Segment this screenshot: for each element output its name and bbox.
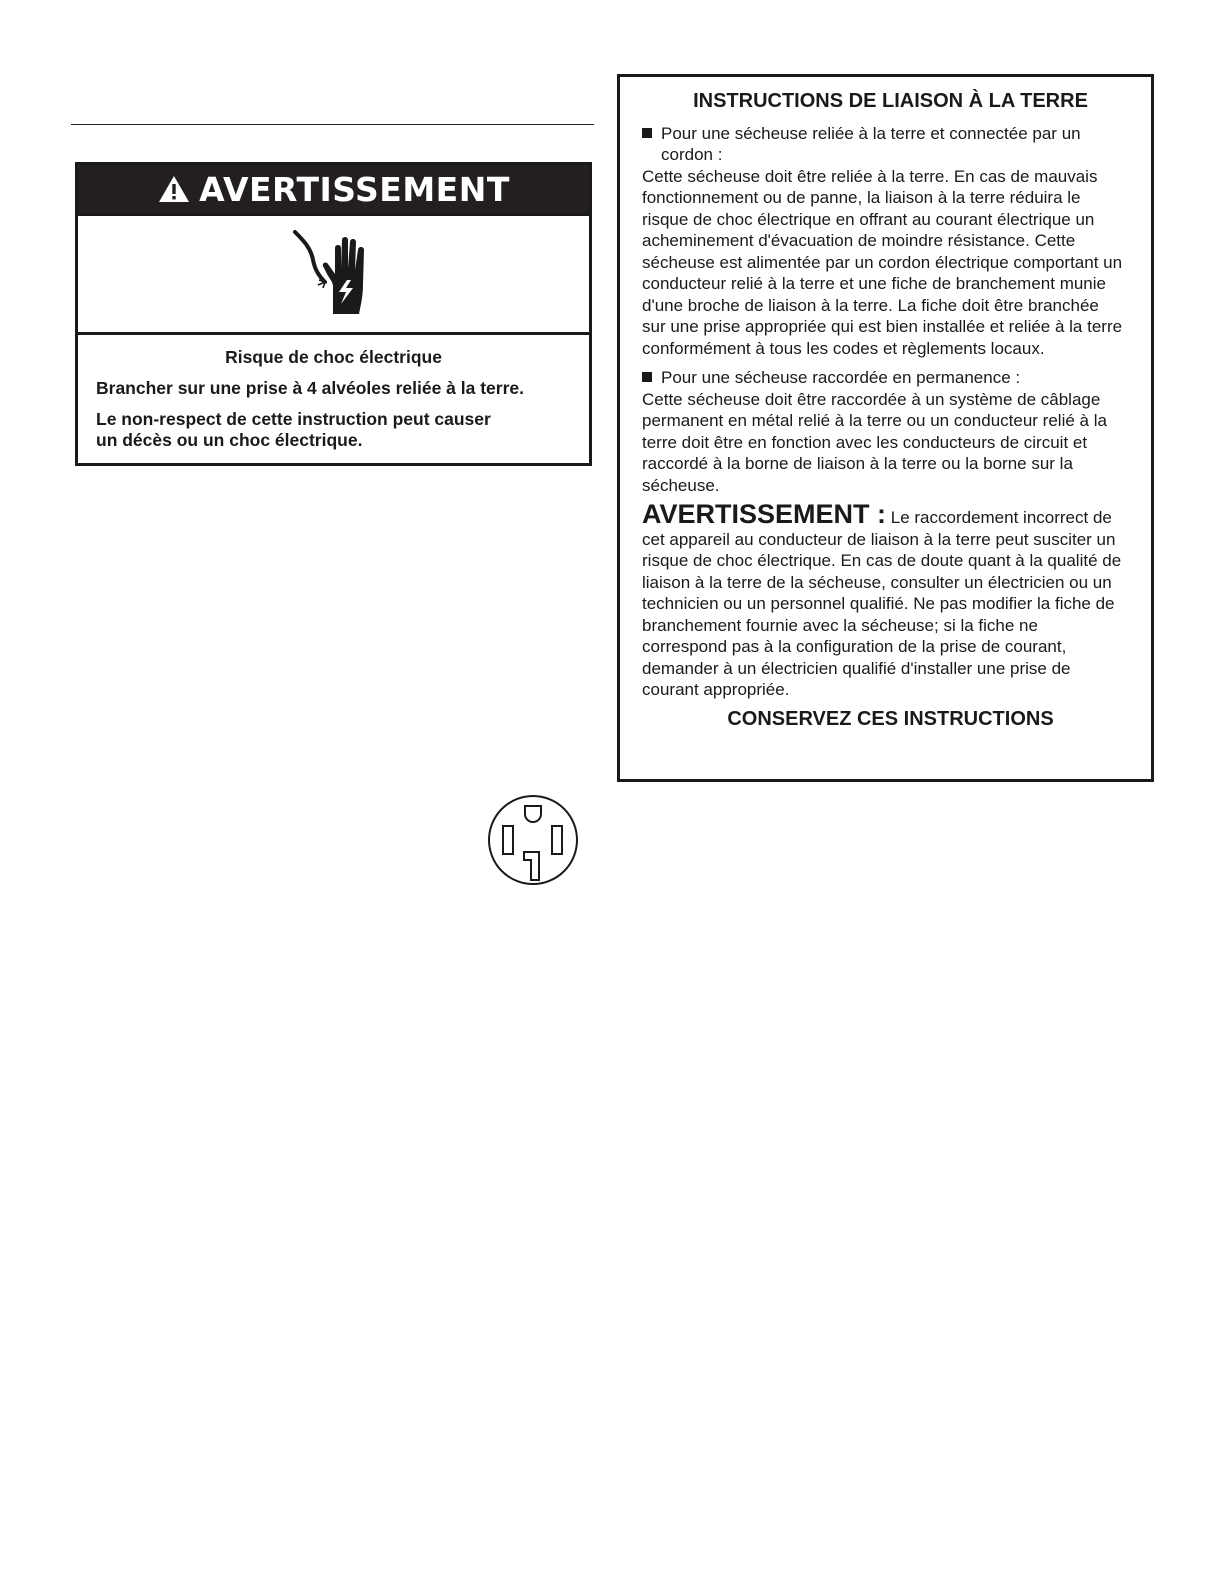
grounding-title: INSTRUCTIONS DE LIAISON À LA TERRE [693,90,1088,112]
warning-header-text: AVERTISSEMENT [199,169,510,209]
warning-text [78,335,589,451]
bullet-square-icon [642,372,652,382]
paragraph-corded: Cette sécheuse doit être reliée à la terre. En cas de mauvais fonctionnement ou de panne, la liaison à la terre réduira le risque de choc électrique en offrant au courant électrique un acheminement d'évacuation de moindre résistance. Cette sécheuse est alimentée par un cordon électrique comportant un conducteur relié à la terre et une fiche de branchement munie d'une broche de liaison à la terre. La fiche doit être branchée sur une prise appropriée qui est bien installée et reliée à la terre conformément à tous les codes et règlements locaux. [642,166,1123,358]
warning-triangle-icon [157,174,191,204]
top-divider [71,124,594,125]
grounding-instructions-box [617,74,1154,782]
grounding-warning-text: Le raccordement incorrect de cet appareil au conducteur de liaison à la terre peut susciter un risque de choc électrique. En cas de doute quant à la qualité de liaison à la terre de la sécheuse, consulter un électricien ou un technicien ou un personnel qualifié. Ne pas modifier la fiche de branchement fournie avec la sécheuse; si la fiche ne correspond pas à la configuration de la prise de courant, demander à un électricien qualifié d'installer une prise de courant appropriée. [642,508,1122,699]
grounding-warning [642,499,1124,701]
bullet-square-icon [642,128,652,138]
warning-line-2: Le non-respect de cette instruction peut causer un décès ou un choc électrique. [96,409,491,450]
bullet-corded [642,123,1151,166]
save-instructions-footer: CONSERVEZ CES INSTRUCTIONS [727,707,1054,730]
bullet-corded-text: Pour une sécheuse reliée à la terre et connectée par un cordon : [661,123,1081,164]
bullet-permanent-text: Pour une sécheuse raccordée en permanence : [661,368,1021,387]
paragraph-permanent: Cette sécheuse doit être raccordée à un système de câblage permanent en métal relié à la terre ou un conducteur relié à la terre doit être en fonction avec les conducteurs de circuit et raccordé à la borne de liaison à la terre ou la borne sur la sécheuse. [642,389,1107,495]
risk-title: Risque de choc électrique [225,347,442,367]
warning-icon-area [78,216,589,335]
grounding-warning-label: AVERTISSEMENT : [642,499,887,529]
warning-box [75,162,592,466]
bullet-permanent [642,367,1151,389]
warning-header [78,165,589,216]
four-prong-outlet-icon [486,794,582,886]
electric-shock-hand-icon [289,226,379,322]
warning-line-1: Brancher sur une prise à 4 alvéoles reliée à la terre. [96,378,525,398]
